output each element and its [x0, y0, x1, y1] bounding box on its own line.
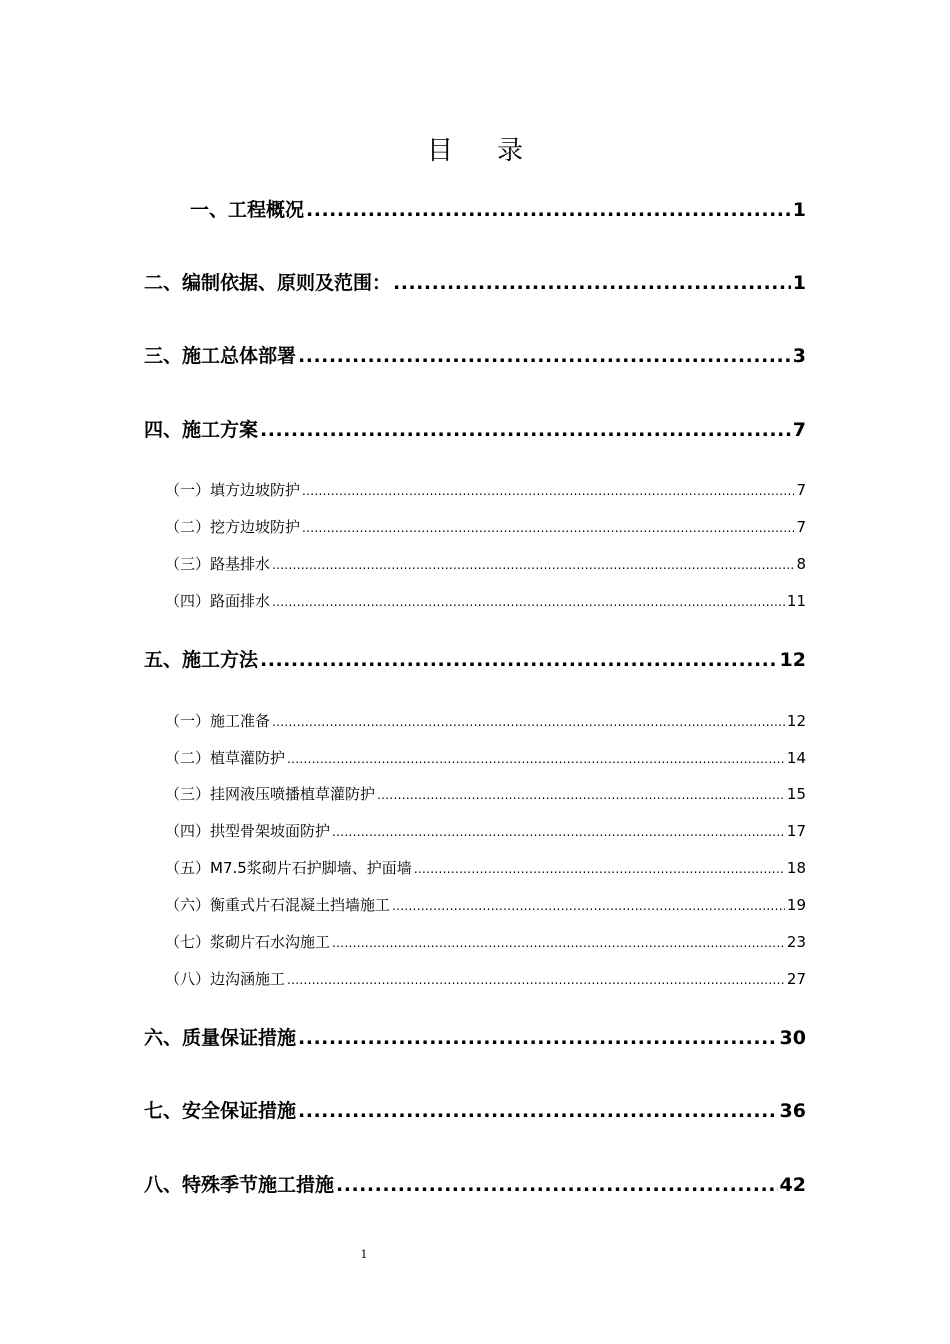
toc-entry-5-8[interactable] [165, 968, 806, 990]
toc-leader [287, 968, 785, 991]
toc-label: （二）挖方边坡防护 [165, 518, 301, 536]
toc-leader [306, 197, 791, 223]
toc-leader [298, 1098, 778, 1124]
toc-page: 19 [786, 896, 806, 914]
toc-entry-2[interactable] [144, 270, 806, 296]
toc-leader [393, 270, 791, 296]
toc-page: 12 [786, 712, 806, 730]
toc-label: 六、质量保证措施 [144, 1027, 297, 1049]
toc-label: 一、工程概况 [190, 199, 305, 221]
title-char-1: 目 [426, 136, 453, 166]
toc-entry-4-1[interactable] [165, 479, 806, 501]
toc-label: 四、施工方案 [144, 419, 259, 441]
toc-entry-5-6[interactable] [165, 894, 806, 916]
toc-page: 7 [796, 481, 806, 499]
toc-label: （七）浆砌片石水沟施工 [165, 933, 331, 951]
toc-page: 7 [796, 518, 806, 536]
toc-entry-7[interactable] [144, 1098, 806, 1124]
toc-page: 17 [786, 822, 806, 840]
toc-page: 42 [779, 1174, 806, 1196]
toc-page: 36 [779, 1100, 806, 1122]
toc-leader [414, 857, 785, 880]
toc-label: （四）路面排水 [165, 592, 271, 610]
toc-entry-8[interactable] [144, 1172, 806, 1198]
toc-leader [287, 747, 785, 770]
toc-label: （八）边沟涵施工 [165, 970, 286, 988]
toc-entry-5-1[interactable] [165, 710, 806, 732]
toc-page: 23 [786, 933, 806, 951]
toc-page: 7 [792, 419, 806, 441]
toc-entry-5-2[interactable] [165, 747, 806, 769]
toc-label: 三、施工总体部署 [144, 345, 297, 367]
toc-leader [332, 931, 785, 954]
toc-page: 27 [786, 970, 806, 988]
page-title [0, 134, 950, 168]
toc-entry-5-5[interactable] [165, 857, 806, 879]
toc-page: 18 [786, 859, 806, 877]
toc-entry-6[interactable] [144, 1025, 806, 1051]
toc-page: 11 [786, 592, 806, 610]
toc-leader [260, 417, 791, 443]
toc-leader [272, 553, 794, 576]
toc-entry-4-4[interactable] [165, 590, 806, 612]
toc-page: 12 [779, 649, 806, 671]
toc-leader [298, 343, 791, 369]
toc-page: 3 [792, 345, 806, 367]
toc-page: 15 [786, 785, 806, 803]
toc-leader [302, 516, 794, 539]
toc-entry-3[interactable] [144, 343, 806, 369]
toc-page: 1 [792, 272, 806, 294]
toc-leader [260, 647, 778, 673]
toc-leader [302, 479, 794, 502]
title-char-2: 录 [497, 136, 524, 166]
toc-label: 八、特殊季节施工措施 [144, 1174, 335, 1196]
toc-leader [272, 590, 785, 613]
toc-leader [377, 783, 785, 806]
toc-leader [392, 894, 785, 917]
toc-label: 七、安全保证措施 [144, 1100, 297, 1122]
toc-leader [272, 710, 785, 733]
toc-entry-4-2[interactable] [165, 516, 806, 538]
toc-entry-1[interactable] [190, 197, 806, 223]
toc-label: （一）填方边坡防护 [165, 481, 301, 499]
toc-label: 五、施工方法 [144, 649, 259, 671]
toc-label: （四）拱型骨架坡面防护 [165, 822, 331, 840]
toc-label: （二）植草灌防护 [165, 749, 286, 767]
toc-entry-4-3[interactable] [165, 553, 806, 575]
toc-page: 14 [786, 749, 806, 767]
toc-page: 30 [779, 1027, 806, 1049]
toc-entry-5[interactable] [144, 647, 806, 673]
toc-entry-5-4[interactable] [165, 820, 806, 842]
toc-leader [298, 1025, 778, 1051]
footer-page-number: 1 [360, 1248, 368, 1261]
toc-label: （三）路基排水 [165, 555, 271, 573]
toc-label: 二、编制依据、原则及范围： [144, 272, 392, 294]
toc-page: 1 [792, 199, 806, 221]
toc-label: （六）衡重式片石混凝土挡墙施工 [165, 896, 391, 914]
toc-entry-5-7[interactable] [165, 931, 806, 953]
toc-label: （五）M7.5浆砌片石护脚墙、护面墙 [165, 859, 412, 877]
toc-leader [336, 1172, 778, 1198]
toc-label: （一）施工准备 [165, 712, 271, 730]
toc-entry-4[interactable] [144, 417, 806, 443]
toc-entry-5-3[interactable] [165, 783, 806, 805]
toc-leader [332, 820, 785, 843]
toc-label: （三）挂网液压喷播植草灌防护 [165, 785, 376, 803]
toc-page: 8 [796, 555, 806, 573]
